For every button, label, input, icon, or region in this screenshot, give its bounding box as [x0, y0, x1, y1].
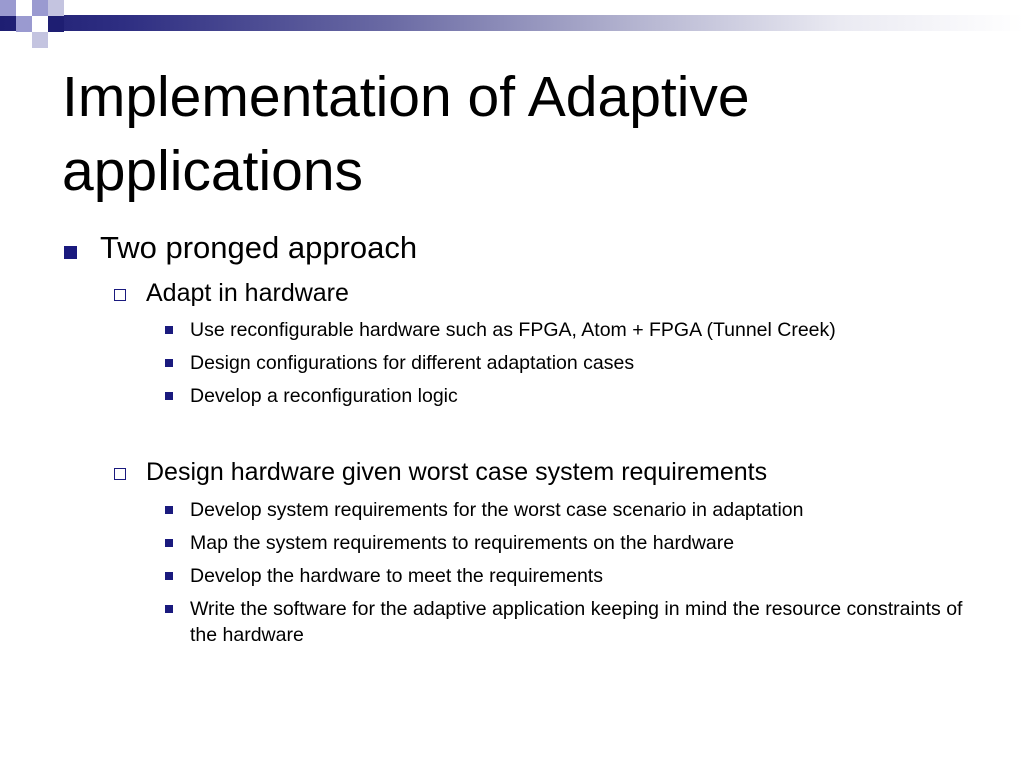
- decorative-square: [0, 32, 16, 48]
- decorative-square: [32, 0, 48, 16]
- bullet-square-small: [165, 392, 173, 400]
- decorative-square: [16, 16, 32, 32]
- decorative-square: [0, 0, 16, 16]
- slide-title: Implementation of Adaptive applications: [62, 65, 750, 203]
- bullet-level2: Adapt in hardware: [146, 279, 349, 307]
- bullet-square-small: [165, 605, 173, 613]
- bullet-level3: Map the system requirements to requirements on the hardware: [190, 532, 735, 554]
- decorative-square: [48, 0, 64, 16]
- bullet-level3: Design configurations for different adaptation cases: [190, 352, 635, 374]
- bullet-square-small: [165, 506, 173, 514]
- bullet-level3: Develop the hardware to meet the requirements: [190, 565, 603, 587]
- header-gradient-bar: [0, 15, 1024, 31]
- bullet-level2: Design hardware given worst case system requirements: [146, 458, 768, 486]
- bullet-square-outline: [114, 468, 126, 480]
- bullet-square-outline: [114, 289, 126, 301]
- bullet-level3: Develop a reconfiguration logic: [190, 385, 458, 407]
- bullet-square-small: [165, 326, 173, 334]
- bullet-level3: Develop system requirements for the worst case scenario in adaptation: [190, 499, 804, 521]
- bullet-square-small: [165, 572, 173, 580]
- bullet-square-small: [165, 539, 173, 547]
- bullet-square-small: [165, 359, 173, 367]
- bullet-level1: Two pronged approach: [100, 230, 418, 265]
- decorative-square: [32, 32, 48, 48]
- bullet-level3: Use reconfigurable hardware such as FPGA, Atom + FPGA (Tunnel Creek): [190, 319, 836, 341]
- decorative-square: [16, 0, 32, 16]
- bullet-level3: Write the software for the adaptive application keeping in mind the resource constraints of the hardware: [190, 598, 963, 646]
- bullet-square-filled: [64, 246, 77, 259]
- decorative-square: [32, 16, 48, 32]
- decorative-square: [48, 16, 64, 32]
